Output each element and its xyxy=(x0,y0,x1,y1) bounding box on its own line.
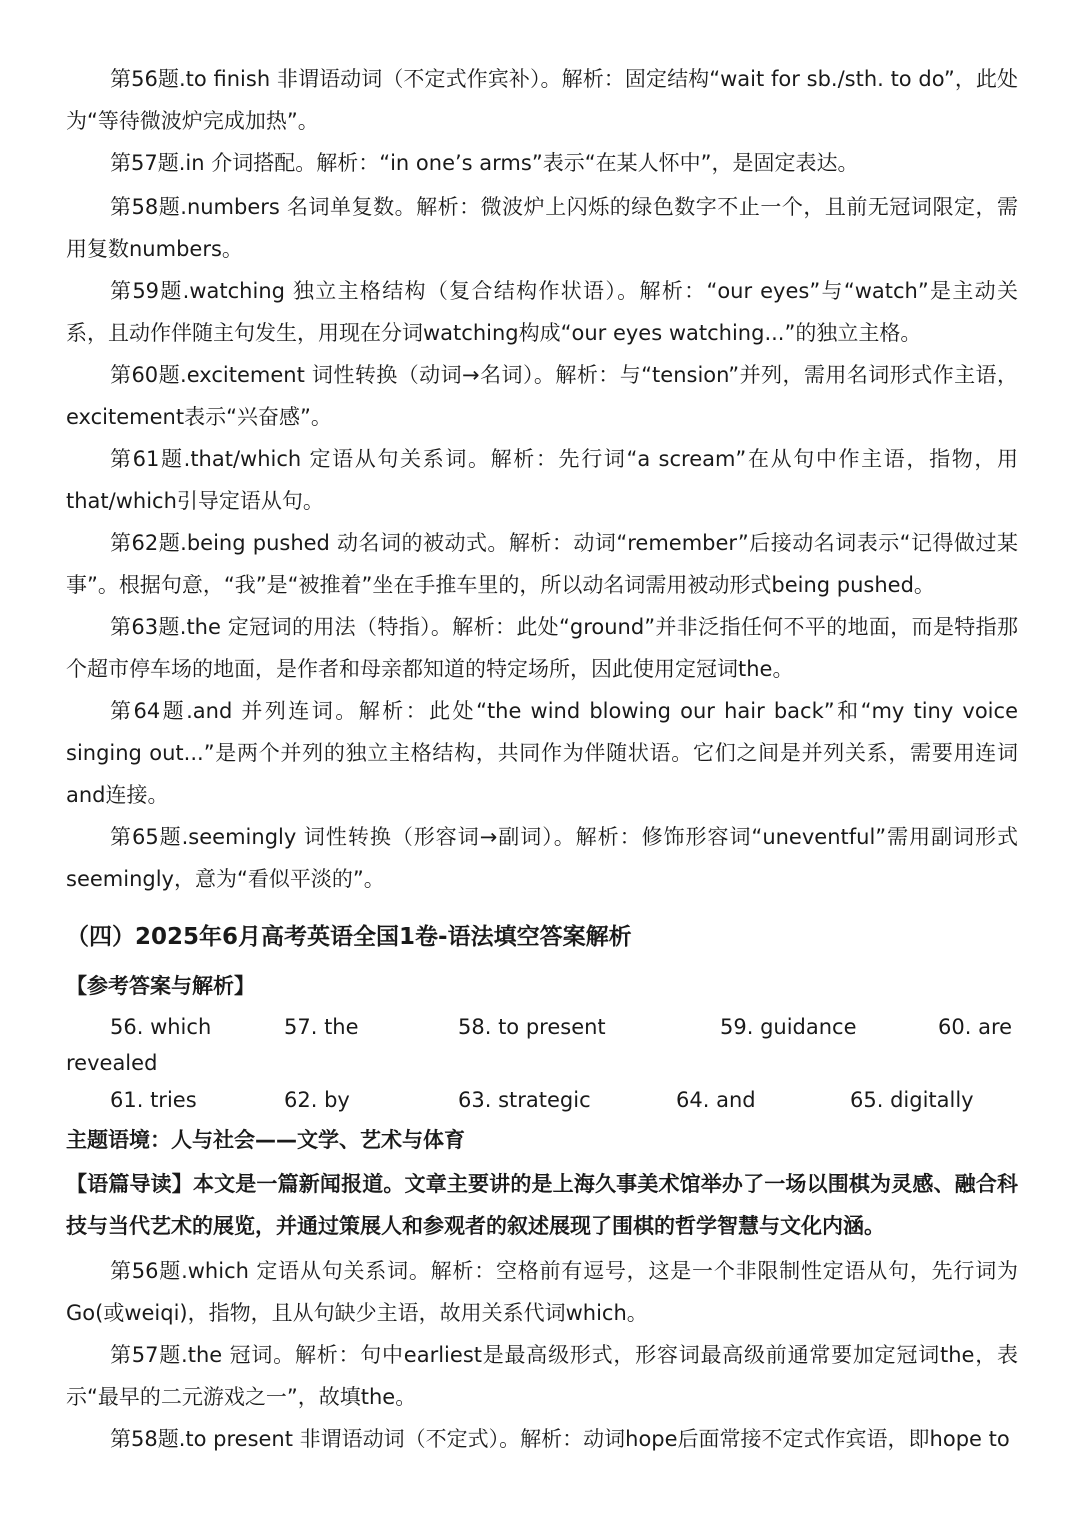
explanation-65: 第65题.seemingly 词性转换（形容词→副词）。解析：修饰形容词“uneventful”需用副词形式seemingly，意为“看似平淡的”。 xyxy=(66,825,1018,891)
explanation-61: 第61题.that/which 定语从句关系词。解析：先行词“a scream”在从句中作主语，指物，用that/which引导定语从句。 xyxy=(66,447,1018,513)
answer-56: 56. which xyxy=(110,1015,212,1039)
explanation-60: 第60题.excitement 词性转换（动词→名词）。解析：与“tension”并列，需用名词形式作主语，excitement表示“兴奋感”。 xyxy=(66,363,1018,429)
theme-line: 主题语境：人与社会——文学、艺术与体育 xyxy=(66,1128,465,1152)
explanation-58: 第58题.numbers 名词单复数。解析：微波炉上闪烁的绿色数字不止一个，且前无冠词限定，需用复数numbers。 xyxy=(66,195,1018,261)
answer-60-cont: revealed xyxy=(66,1051,158,1075)
answer-label: 【参考答案与解析】 xyxy=(66,974,255,998)
answer-59: 59. guidance xyxy=(720,1015,857,1039)
explanation-b58: 第58题.to present 非谓语动词（不定式）。解析：动词hope后面常接不定式作宾语，即hope to xyxy=(110,1427,1010,1451)
explanation-62: 第62题.being pushed 动名词的被动式。解析：动词“remember”后接动名词表示“记得做过某事”。根据句意，“我”是“被推着”坐在手推车里的，所以动名词需用被动形式being pushed。 xyxy=(66,531,1018,597)
answer-62: 62. by xyxy=(284,1088,350,1112)
answer-64: 64. and xyxy=(676,1088,756,1112)
section-heading: （四）2025年6月高考英语全国1卷-语法填空答案解析 xyxy=(66,924,632,950)
answer-65: 65. digitally xyxy=(850,1088,974,1112)
explanation-63: 第63题.the 定冠词的用法（特指）。解析：此处“ground”并非泛指任何不平的地面，而是特指那个超市停车场的地面，是作者和母亲都知道的特定场所，因此使用定冠词the。 xyxy=(66,615,1018,681)
answer-58: 58. to present xyxy=(458,1015,606,1039)
explanation-56: 第56题.to finish 非谓语动词（不定式作宾补）。解析：固定结构“wait for sb./sth. to do”，此处为“等待微波炉完成加热”。 xyxy=(66,67,1018,133)
answer-57: 57. the xyxy=(284,1015,359,1039)
answer-60: 60. are xyxy=(938,1015,1013,1039)
explanation-b57: 第57题.the 冠词。解析：句中earliest是最高级形式，形容词最高级前通常要加定冠词the，表示“最早的二元游戏之一”，故填the。 xyxy=(66,1343,1018,1409)
passage-guide: 【语篇导读】本文是一篇新闻报道。文章主要讲的是上海久事美术馆举办了一场以围棋为灵感、融合科技与当代艺术的展览，并通过策展人和参观者的叙述展现了围棋的哲学智慧与文化内涵。 xyxy=(66,1172,1018,1238)
answer-63: 63. strategic xyxy=(458,1088,591,1112)
answer-61: 61. tries xyxy=(110,1088,197,1112)
explanation-b56: 第56题.which 定语从句关系词。解析：空格前有逗号，这是一个非限制性定语从句，先行词为Go(或weiqi)，指物，且从句缺少主语，故用关系代词which。 xyxy=(66,1259,1018,1325)
explanation-64: 第64题.and 并列连词。解析：此处“the wind blowing our hair back”和“my tiny voice singing out...”是两个并列的独立主格结构，共同作为伴随状语。它们之间是并列关系，需要用连词and连接。 xyxy=(66,699,1018,807)
explanation-57: 第57题.in 介词搭配。解析：“in one’s arms”表示“在某人怀中”，是固定表达。 xyxy=(110,151,859,175)
explanation-59: 第59题.watching 独立主格结构（复合结构作状语）。解析：“our eyes”与“watch”是主动关系，且动作伴随主句发生，用现在分词watching构成“our eyes watching...”的独立主格。 xyxy=(66,279,1018,345)
